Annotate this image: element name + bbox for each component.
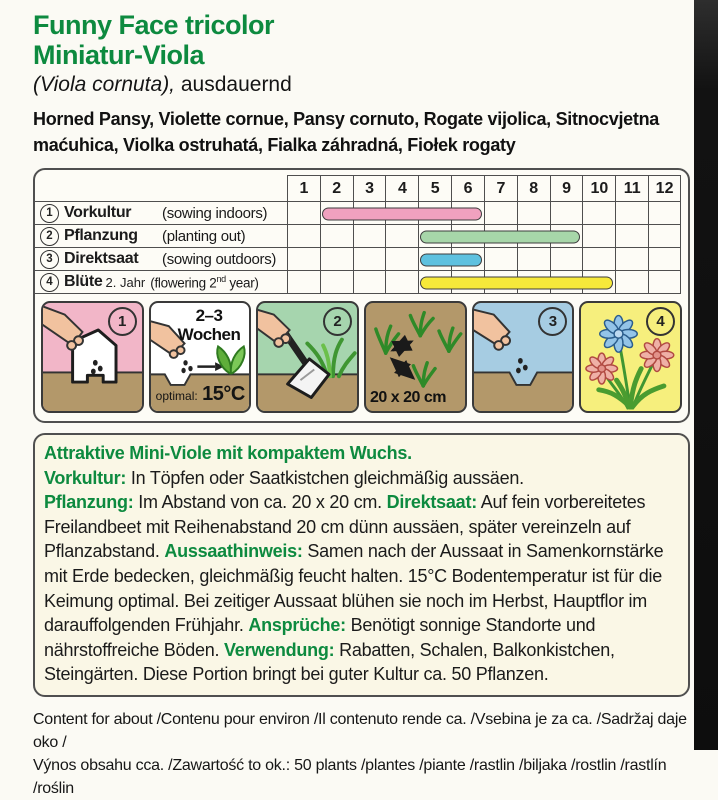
phase-label bbox=[35, 225, 287, 248]
description-headline: Attraktive Mini-Viole mit kompaktem Wuchs. bbox=[44, 443, 412, 463]
month-cell bbox=[517, 248, 550, 271]
phase-name-en: (flowering 2nd year) bbox=[150, 273, 259, 291]
phase-name: Direktsaat bbox=[64, 250, 139, 267]
multilingual-common-names: Horned Pansy, Violette cornue, Pansy cornuto, Rogate vijolica, Sitnocvjetna maćuhica, Violka ostruhatá, Fialka záhradná, Fiołek rogaty bbox=[33, 109, 659, 155]
month-cell bbox=[648, 225, 681, 248]
month-cell bbox=[353, 248, 386, 271]
month-cell bbox=[287, 202, 320, 225]
pictogram-flowering bbox=[579, 301, 682, 413]
description-panel bbox=[33, 433, 690, 697]
month-header-cell: 4 bbox=[385, 175, 418, 202]
month-cell bbox=[353, 271, 386, 294]
month-header-cell: 10 bbox=[582, 175, 615, 202]
content-note-line2: Výnos obsahu cca. /Zawartość to ok.: 50 plants /plantes /piante /rastlin /biljaka /rostlin /rastlín /roślin bbox=[33, 756, 667, 797]
description-body: Pflanzung: Im Abstand von ca. 20 x 20 cm. Direktsaat: Auf fein vorbereitetes Freilandbeet mit Reihenabstand 20 cm dünn aussäen, später vereinzeln auf Pflanzabstand. Aussaathinweis: Samen nach der Aussaat in Samenkornstärke mit Erde bedecken, gleichmäßig feucht halten. 15°C Bodentemperatur ist für die Keimung optimal. Bei zeitiger Aussaat blühen sie noch im Herbst, Hauptflor im darauffolgenden Frühjahr. Ansprüche: Benötigt sonnige Standorte und nährstoffreiche Böden. Verwendung: Rabatten, Schalen, Balkonkistchen, Steingärten. Diese Portion bringt bei guter Kultur ca. 50 Pflanzen. bbox=[44, 492, 664, 685]
phase-name-en: (planting out) bbox=[162, 227, 246, 245]
optimal-temperature: optimal: 15°C bbox=[155, 383, 245, 405]
month-cell bbox=[648, 248, 681, 271]
pictogram-spacing bbox=[364, 301, 467, 413]
calendar-track bbox=[287, 248, 681, 271]
calendar-header-spacer bbox=[35, 175, 287, 202]
month-cell bbox=[550, 202, 583, 225]
pictogram-sow-outdoors bbox=[472, 301, 575, 413]
description-keyword: Direktsaat: bbox=[386, 492, 477, 513]
month-cell bbox=[385, 225, 418, 248]
vorkultur-period-bar bbox=[322, 207, 482, 220]
phase-name-en: (sowing indoors) bbox=[162, 204, 268, 222]
month-cell bbox=[550, 248, 583, 271]
month-cell bbox=[484, 202, 517, 225]
calendar-track bbox=[287, 225, 681, 248]
month-cell bbox=[615, 202, 648, 225]
month-cell bbox=[582, 202, 615, 225]
species-name: Miniatur-Viola bbox=[33, 40, 205, 70]
month-header-cell: 3 bbox=[353, 175, 386, 202]
latin-name: (Viola cornuta), bbox=[33, 73, 176, 96]
phase-name: Blüte bbox=[64, 273, 103, 290]
phase-subname: 2. Jahr bbox=[105, 274, 146, 290]
latin-suffix: ausdauernd bbox=[175, 73, 292, 96]
phase-label bbox=[35, 202, 287, 225]
month-cell bbox=[615, 225, 648, 248]
step-4-circle-badge: 4 bbox=[646, 307, 675, 336]
month-numbers-row bbox=[287, 175, 681, 202]
description-keyword: Pflanzung: bbox=[44, 492, 134, 513]
description-keyword: Ansprüche: bbox=[248, 615, 346, 636]
month-cell bbox=[287, 248, 320, 271]
header bbox=[33, 10, 690, 158]
month-cell bbox=[615, 271, 648, 294]
month-cell bbox=[287, 271, 320, 294]
calendar-row-pflanzung bbox=[35, 225, 681, 248]
month-cell bbox=[385, 248, 418, 271]
variety-name: Funny Face tricolor bbox=[33, 10, 275, 40]
month-cell bbox=[320, 248, 353, 271]
month-cell bbox=[648, 202, 681, 225]
description-vorkultur: Vorkultur: In Töpfen oder Saatkistchen gleichmäßig aussäen. bbox=[44, 467, 524, 488]
pictogram-sow-indoors bbox=[41, 301, 144, 413]
month-cell bbox=[320, 225, 353, 248]
month-cell bbox=[287, 225, 320, 248]
month-header-cell: 5 bbox=[418, 175, 451, 202]
calendar-row-bluete bbox=[35, 271, 681, 294]
pictogram-germination bbox=[149, 301, 252, 413]
direktsaat-period-bar bbox=[420, 253, 482, 266]
step-3-circle-badge: 3 bbox=[538, 307, 567, 336]
calendar-track bbox=[287, 271, 681, 294]
phase-label bbox=[35, 271, 287, 294]
instruction-pictograms bbox=[35, 294, 688, 421]
sowing-calendar-table bbox=[35, 175, 681, 294]
month-cell bbox=[517, 202, 550, 225]
month-header-cell: 12 bbox=[648, 175, 681, 202]
step-2-badge: 2 bbox=[40, 227, 59, 246]
calendar-track bbox=[287, 202, 681, 225]
month-header-cell: 7 bbox=[484, 175, 517, 202]
month-header-cell: 8 bbox=[517, 175, 550, 202]
month-cell bbox=[648, 271, 681, 294]
plant-spacing-value: 20 x 20 cm bbox=[370, 389, 446, 406]
sowing-calendar-panel bbox=[33, 168, 690, 423]
month-cell bbox=[582, 225, 615, 248]
calendar-row-vorkultur bbox=[35, 202, 681, 225]
calendar-month-header bbox=[35, 175, 681, 202]
month-header-cell: 1 bbox=[287, 175, 320, 202]
seed-packet-back bbox=[33, 0, 690, 800]
content-quantity-note bbox=[33, 708, 690, 800]
step-3-badge: 3 bbox=[40, 250, 59, 269]
calendar-row-direktsaat bbox=[35, 248, 681, 271]
botanical-name bbox=[33, 73, 690, 97]
description-keyword: Verwendung: bbox=[224, 639, 335, 660]
step-1-badge: 1 bbox=[40, 204, 59, 223]
month-cell bbox=[484, 248, 517, 271]
content-note-line1: Content for about /Contenu pour environ /Il contenuto rende ca. /Vsebina je za ca. /Sadržaj daje oko / bbox=[33, 710, 687, 751]
month-header-cell: 6 bbox=[451, 175, 484, 202]
pflanzung-period-bar bbox=[420, 230, 580, 243]
month-cell bbox=[615, 248, 648, 271]
packet-right-edge-shadow bbox=[694, 0, 718, 750]
phase-label bbox=[35, 248, 287, 271]
description-keyword: Vorkultur: bbox=[44, 467, 127, 488]
month-header-cell: 2 bbox=[320, 175, 353, 202]
phase-name: Pflanzung bbox=[64, 227, 138, 244]
month-cell bbox=[353, 225, 386, 248]
phase-name: Vorkultur bbox=[64, 204, 132, 221]
month-header-cell: 11 bbox=[615, 175, 648, 202]
step-4-badge: 4 bbox=[40, 273, 59, 292]
step-2-circle-badge: 2 bbox=[323, 307, 352, 336]
phase-name-en: (sowing outdoors) bbox=[162, 250, 277, 268]
pictogram-planting-out bbox=[256, 301, 359, 413]
description-keyword: Aussaathinweis: bbox=[164, 541, 303, 562]
month-cell bbox=[385, 271, 418, 294]
germination-duration: 2–3 Wochen bbox=[177, 306, 241, 344]
month-header-cell: 9 bbox=[550, 175, 583, 202]
bluete-period-bar bbox=[420, 276, 613, 289]
month-cell bbox=[320, 271, 353, 294]
step-1-circle-badge: 1 bbox=[108, 307, 137, 336]
month-cell bbox=[582, 248, 615, 271]
